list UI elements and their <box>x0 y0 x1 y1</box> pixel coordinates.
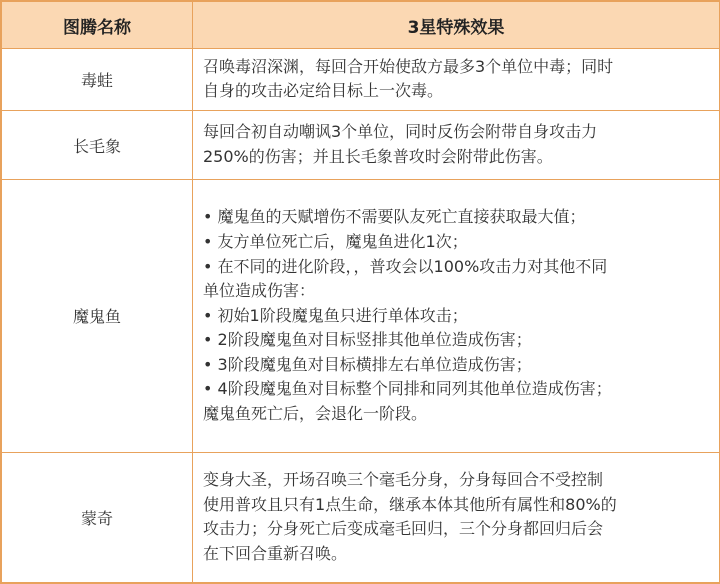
effect-cell <box>193 49 720 111</box>
totem-name-cell: 长毛象 <box>2 110 193 179</box>
effect-bullet-line: • 魔鬼鱼的天赋增伤不需要队友死亡直接获取最大值； <box>203 207 586 227</box>
effect-line: 每回合初自动嘲讽3个单位，同时反伤会附带自身攻击力 <box>203 122 598 142</box>
effect-line: 单位造成伤害： <box>203 281 316 301</box>
table-row <box>2 180 720 453</box>
column-header-effect: 3星特殊效果 <box>193 2 720 49</box>
totem-effects-table <box>1 1 720 583</box>
totem-name-cell: 蒙奇 <box>2 452 193 582</box>
table-row <box>2 49 720 111</box>
effect-line: 自身的攻击必定给目标上一次毒。 <box>203 81 444 101</box>
effect-line: 攻击力；分身死亡后变成毫毛回归，三个分身都回归后会 <box>203 519 604 539</box>
effect-line: 魔鬼鱼死亡后，会退化一阶段。 <box>203 404 428 424</box>
effect-line: 250%的伤害；并且长毛象普攻时会附带此伤害。 <box>203 147 553 167</box>
header-row <box>2 2 720 49</box>
effect-line: 变身大圣，开场召唤三个毫毛分身，分身每回合不受控制 <box>203 470 604 490</box>
table-header <box>2 2 720 49</box>
effect-cell <box>193 452 720 582</box>
table-row <box>2 110 720 179</box>
effect-bullet-line: • 4阶段魔鬼鱼对目标整个同排和同列其他单位造成伤害； <box>203 379 612 399</box>
totem-name-cell: 魔鬼鱼 <box>2 180 193 453</box>
table-row <box>2 452 720 582</box>
effect-cell <box>193 180 720 453</box>
effect-cell <box>193 110 720 179</box>
effect-bullet-line: • 初始1阶段魔鬼鱼只进行单体攻击； <box>203 305 468 325</box>
effect-bullet-line: • 3阶段魔鬼鱼对目标横排左右单位造成伤害； <box>203 354 532 374</box>
column-header-name: 图腾名称 <box>2 2 193 49</box>
effect-bullet-line: • 友方单位死亡后，魔鬼鱼进化1次； <box>203 231 468 251</box>
effect-bullet-line: • 2阶段魔鬼鱼对目标竖排其他单位造成伤害； <box>203 330 532 350</box>
table-body <box>2 49 720 583</box>
totem-name-cell: 毒蛙 <box>2 49 193 111</box>
effect-line: 使用普攻且只有1点生命，继承本体其他所有属性和80%的 <box>203 494 617 514</box>
effect-bullet-line: • 在不同的进化阶段，，普攻会以100%攻击力对其他不同 <box>203 256 608 276</box>
effect-line: 在下回合重新召唤。 <box>203 544 348 563</box>
effect-line: 召唤毒沼深渊，每回合开始使敌方最多3个单位中毒；同时 <box>203 56 614 76</box>
